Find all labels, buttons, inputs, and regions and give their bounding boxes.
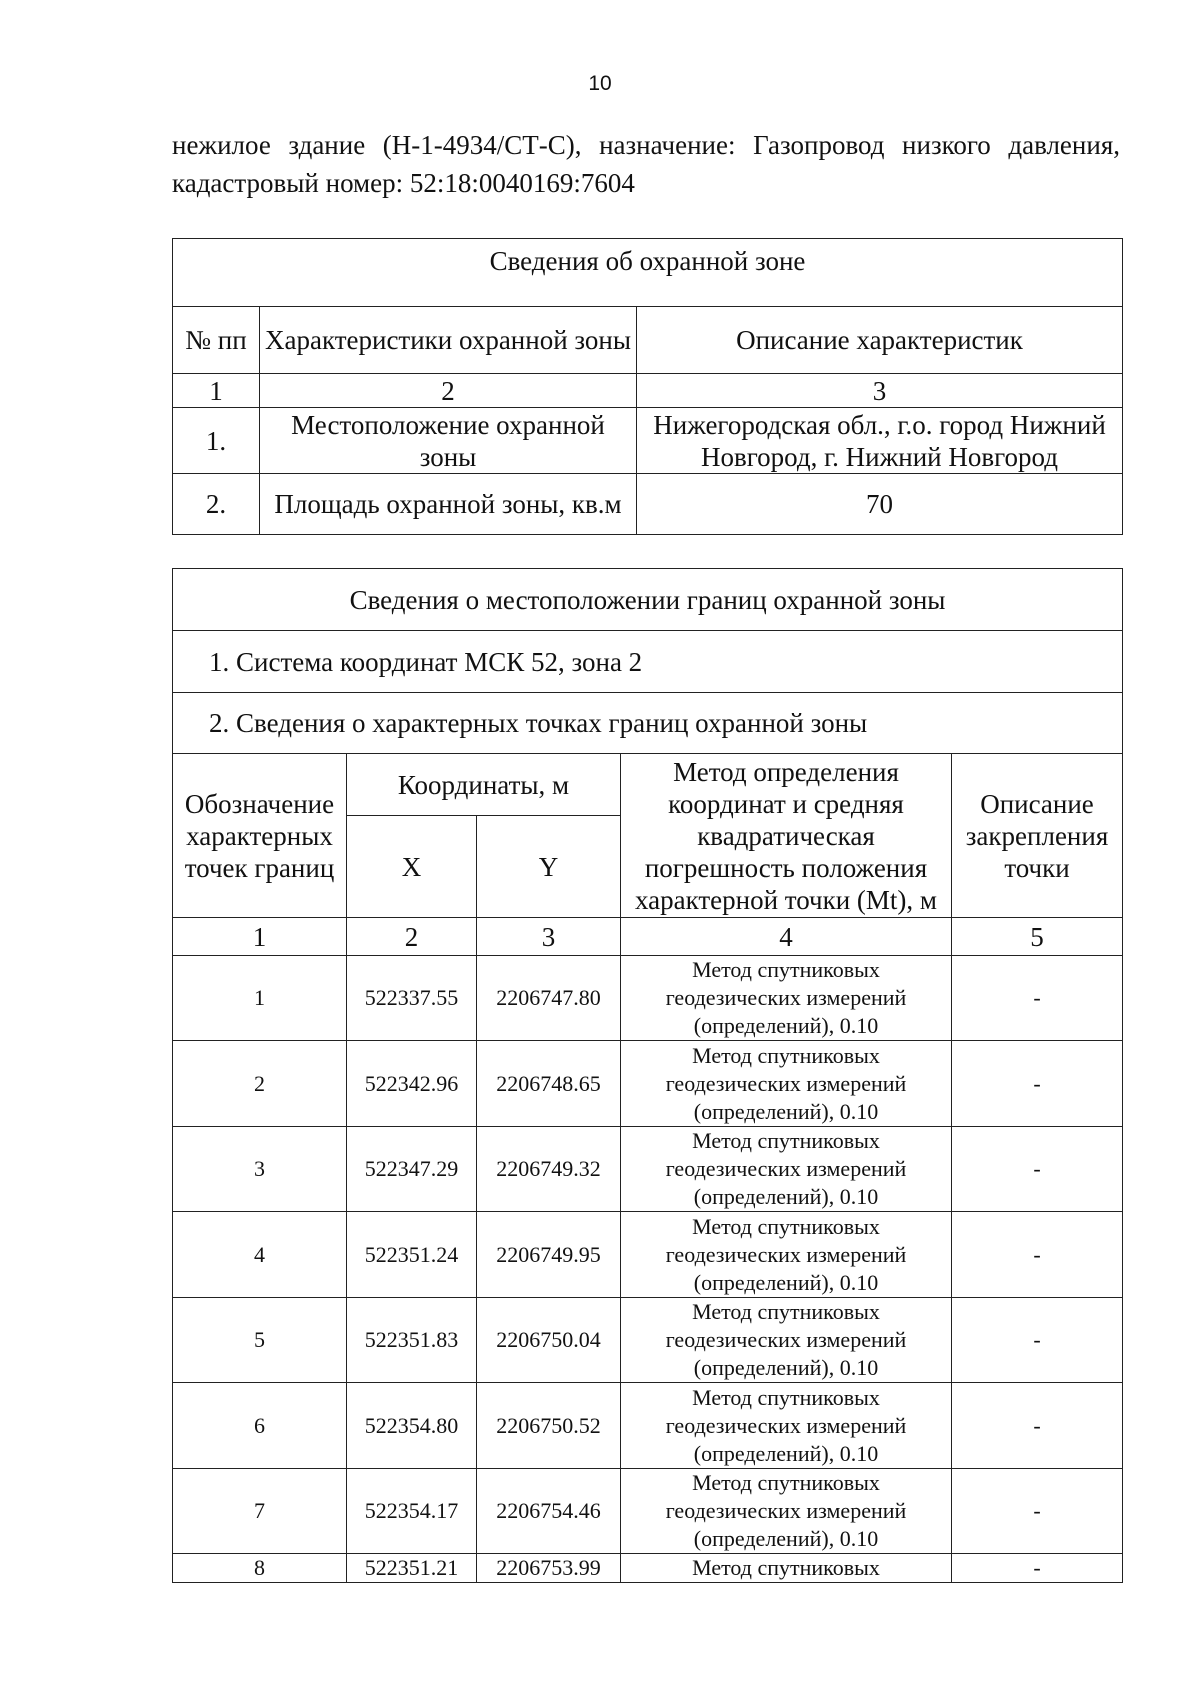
index-cell: 2 [347, 918, 477, 956]
point-x: 522351.24 [347, 1212, 477, 1298]
boundary-title: Сведения о местоположении границ охранной зоны [173, 569, 1123, 631]
point-method: Метод спутниковых геодезических измерений (определений), 0.10 [621, 1212, 952, 1298]
point-method: Метод спутниковых геодезических измерений (определений), 0.10 [621, 1127, 952, 1212]
point-y: 2206754.46 [477, 1469, 621, 1554]
header-fixing: Описание закрепления точки [952, 754, 1123, 918]
point-x: 522354.80 [347, 1383, 477, 1469]
row-number: 1. [173, 408, 260, 474]
table-row [173, 956, 1123, 1041]
page-number: 10 [588, 72, 612, 95]
table-row [173, 1383, 1123, 1469]
table-row [173, 1212, 1123, 1298]
point-fixing: - [952, 1127, 1123, 1212]
boundary-table [172, 568, 1123, 1583]
point-fixing: - [952, 1469, 1123, 1554]
point-id: 5 [173, 1298, 347, 1383]
point-method: Метод спутниковых [621, 1554, 952, 1583]
point-method: Метод спутниковых геодезических измерений (определений), 0.10 [621, 1041, 952, 1127]
point-y: 2206753.99 [477, 1554, 621, 1583]
table-row [173, 1469, 1123, 1554]
row-characteristic: Площадь охранной зоны, кв.м [260, 474, 637, 535]
point-x: 522347.29 [347, 1127, 477, 1212]
header-designation: Обозначение характерных точек границ [173, 754, 347, 918]
header-x: X [347, 816, 477, 918]
point-x: 522342.96 [347, 1041, 477, 1127]
index-cell: 3 [477, 918, 621, 956]
point-fixing: - [952, 1212, 1123, 1298]
point-y: 2206750.52 [477, 1383, 621, 1469]
zone-info-title: Сведения об охранной зоне [173, 239, 1123, 307]
point-method: Метод спутниковых геодезических измерений (определений), 0.10 [621, 1298, 952, 1383]
point-x: 522354.17 [347, 1469, 477, 1554]
index-cell: 1 [173, 374, 260, 408]
coordinate-system: 1. Система координат МСК 52, зона 2 [173, 631, 1123, 693]
point-id: 6 [173, 1383, 347, 1469]
point-method: Метод спутниковых геодезических измерений (определений), 0.10 [621, 956, 952, 1041]
index-cell: 5 [952, 918, 1123, 956]
point-y: 2206748.65 [477, 1041, 621, 1127]
header-y: Y [477, 816, 621, 918]
intro-paragraph: нежилое здание (Н-1-4934/СТ-С), назначение: Газопровод низкого давления, кадастровый номер: 52:18:0040169:7604 [172, 130, 1120, 198]
point-id: 7 [173, 1469, 347, 1554]
point-x: 522351.83 [347, 1298, 477, 1383]
header-characteristic: Характеристики охранной зоны [260, 307, 637, 374]
point-id: 2 [173, 1041, 347, 1127]
header-coordinates: Координаты, м [347, 754, 621, 816]
point-id: 1 [173, 956, 347, 1041]
row-value: Нижегородская обл., г.о. город Нижний Новгород, г. Нижний Новгород [637, 408, 1123, 474]
point-id: 3 [173, 1127, 347, 1212]
point-method: Метод спутниковых геодезических измерений (определений), 0.10 [621, 1383, 952, 1469]
point-y: 2206749.32 [477, 1127, 621, 1212]
table-row [173, 408, 1123, 474]
table-row [173, 1127, 1123, 1212]
point-y: 2206750.04 [477, 1298, 621, 1383]
point-fixing: - [952, 1298, 1123, 1383]
points-body [173, 956, 1123, 1583]
table-row [173, 1298, 1123, 1383]
zone-info-table [172, 238, 1123, 535]
table-row [173, 474, 1123, 535]
point-y: 2206749.95 [477, 1212, 621, 1298]
point-x: 522337.55 [347, 956, 477, 1041]
header-method: Метод определения координат и средняя квадратическая погрешность положения характерной точки (Mt), м [621, 754, 952, 918]
index-cell: 4 [621, 918, 952, 956]
point-id: 8 [173, 1554, 347, 1583]
point-method: Метод спутниковых геодезических измерений (определений), 0.10 [621, 1469, 952, 1554]
point-fixing: - [952, 1554, 1123, 1583]
point-fixing: - [952, 1383, 1123, 1469]
point-fixing: - [952, 1041, 1123, 1127]
row-value: 70 [637, 474, 1123, 535]
row-characteristic: Местоположение охранной зоны [260, 408, 637, 474]
header-number: № пп [173, 307, 260, 374]
point-id: 4 [173, 1212, 347, 1298]
points-title: 2. Сведения о характерных точках границ охранной зоны [173, 693, 1123, 754]
index-cell: 3 [637, 374, 1123, 408]
table-row [173, 1041, 1123, 1127]
row-number: 2. [173, 474, 260, 535]
header-description: Описание характеристик [637, 307, 1123, 374]
index-cell: 2 [260, 374, 637, 408]
point-fixing: - [952, 956, 1123, 1041]
point-y: 2206747.80 [477, 956, 621, 1041]
point-x: 522351.21 [347, 1554, 477, 1583]
table-row [173, 1554, 1123, 1583]
index-cell: 1 [173, 918, 347, 956]
